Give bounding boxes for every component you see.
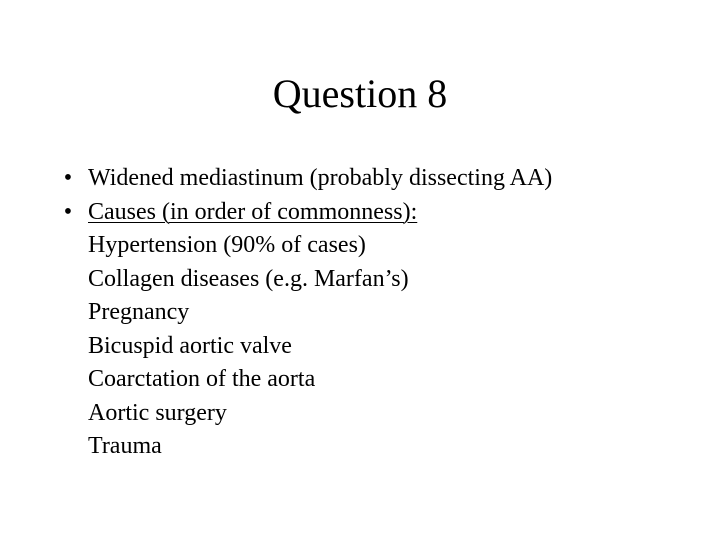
bullet-item-causes [58,196,698,464]
cause-item: Bicuspid aortic valve [88,332,292,359]
bullet-text: Widened mediastinum (probably dissecting AA) [88,165,553,191]
cause-item: Trauma [88,433,162,459]
slide-title: Question 8 [272,71,448,116]
causes-list [88,229,698,464]
bullet-list [58,162,698,464]
cause-item: Coarctation of the aorta [88,366,316,392]
bullet-marker: • [63,165,73,191]
bullet-marker: • [63,198,73,225]
bullet-item-widened-mediastinum [58,162,698,196]
cause-item: Pregnancy [88,299,190,325]
cause-item: Hypertension (90% of cases) [88,232,366,258]
cause-item: Aortic surgery [88,399,227,426]
bullet-text: Causes (in order of commonness): [88,198,418,225]
cause-item: Collagen diseases (e.g. Marfan’s) [88,265,409,292]
